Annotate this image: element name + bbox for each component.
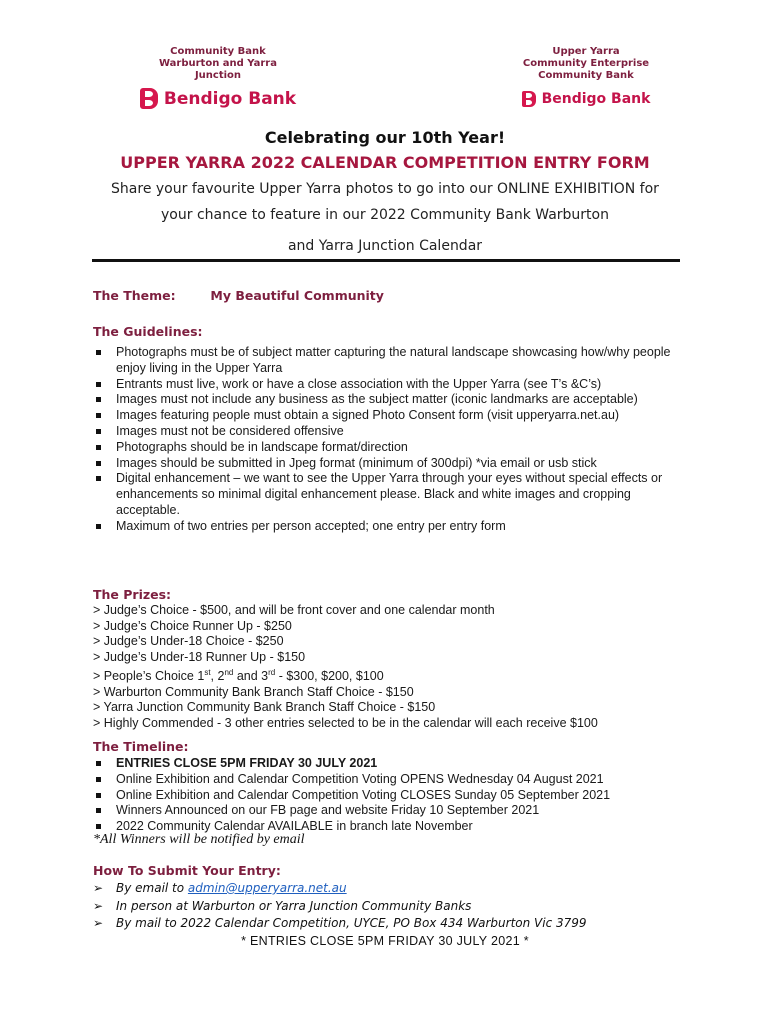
timeline-item: 2022 Community Calendar AVAILABLE in branch late November [93,819,693,835]
timeline-list [93,756,693,835]
prize-item: > Warburton Community Bank Branch Staff Choice - $150 [93,684,414,699]
submit-in-person: ➢ In person at Warburton or Yarra Junction Community Banks [93,898,587,916]
guideline-item: Images should be submitted in Jpeg format (minimum of 300dpi) *via email or usb stick [93,456,693,472]
bendigo-b-icon [140,88,158,109]
guideline-item: Maximum of two entries per person accepted; one entry per entry form [93,519,693,535]
theme-label: The Theme: [93,288,176,303]
prize-item: > Yarra Junction Community Bank Branch Staff Choice - $150 [93,700,436,715]
timeline-item: Online Exhibition and Calendar Competition Voting OPENS Wednesday 04 August 2021 [93,772,693,788]
prizes-list [93,603,693,731]
theme-section [93,288,384,303]
prizes-title: The Prizes: [93,587,172,602]
logo-right-line3: Community Bank [538,70,634,81]
guidelines-list [93,345,693,535]
guideline-item: Photographs must be of subject matter capturing the natural landscape showcasing how/why people enjoy living in the Upper Yarra [93,345,693,377]
community-bank-logo-left [135,46,301,109]
prize-item: > Highly Commended - 3 other entries selected to be in the calendar will each receive $100 [93,715,598,730]
logo-left-bank-name: Bendigo Bank [163,88,297,109]
celebrating-heading: Celebrating our 10th Year! [264,128,506,147]
logo-right-bank-name: Bendigo Bank [541,91,651,107]
arrow-bullet-icon: ➢ [93,898,104,913]
closing-note: * ENTRIES CLOSE 5PM FRIDAY 30 JULY 2021 * [241,934,529,948]
guideline-item: Images must not include any business as the subject matter (iconic landmarks are acceptable) [93,392,693,408]
form-title: UPPER YARRA 2022 CALENDAR COMPETITION ENTRY FORM [120,153,650,172]
winners-note: *All Winners will be notified by email [93,832,305,847]
prize-item: > Judge’s Choice - $500, and will be front cover and one calendar month [93,603,495,617]
guideline-item: Images must not be considered offensive [93,424,693,440]
timeline-entries-close: ENTRIES CLOSE 5PM FRIDAY 30 JULY 2021 [93,756,693,772]
submit-by-mail: ➢ By mail to 2022 Calendar Competition, UYCE, PO Box 434 Warburton Vic 3799 [93,915,587,933]
guideline-item: Photographs should be in landscape format/direction [93,440,693,456]
submit-by-email: ➢ By email to admin@upperyarra.net.au [93,880,587,898]
arrow-bullet-icon: ➢ [93,881,104,895]
timeline-item: Online Exhibition and Calendar Competition Voting CLOSES Sunday 05 September 2021 [93,788,693,804]
guideline-item: Entrants must live, work or have a close association with the Upper Yarra (see T’s &C’s) [93,377,693,393]
arrow-bullet-icon: ➢ [93,916,104,930]
email-link[interactable]: admin@upperyarra.net.au [187,881,347,895]
logo-right-line2: Community Enterprise [522,58,650,69]
guideline-item: Digital enhancement – we want to see the Upper Yarra through your eyes without special effects or enhancements so minimal digital enhancement please. Black and white images and cropping acceptable. [93,471,693,518]
timeline-item: Winners Announced on our FB page and website Friday 10 September 2021 [93,803,693,819]
prize-item: > Judge’s Under-18 Runner Up - $150 [93,649,306,664]
prize-item-peoples-choice: > People’s Choice 1st, 2nd and 3rd - $300, $200, $100 [93,668,384,684]
logo-right-line1: Upper Yarra [552,46,620,57]
submit-title: How To Submit Your Entry: [93,863,281,878]
logo-left-line2: Warburton and Yarra Junction [158,58,277,81]
intro-line-2: your chance to feature in our 2022 Community Bank Warburton [161,207,609,223]
intro-line-3: and Yarra Junction Calendar [287,238,483,254]
bendigo-b-icon [522,91,536,107]
submit-list [93,880,587,933]
community-bank-logo-right [520,46,652,107]
intro-line-1: Share your favourite Upper Yarra photos to go into our ONLINE EXHIBITION for [111,181,659,197]
logo-left-line1: Community Bank [170,46,266,57]
guideline-item: Images featuring people must obtain a signed Photo Consent form (visit upperyarra.net.au) [93,408,693,424]
header-divider [92,259,680,262]
prize-item: > Judge’s Choice Runner Up - $250 [93,618,292,633]
guidelines-title: The Guidelines: [93,324,203,339]
prize-item: > Judge’s Under-18 Choice - $250 [93,634,284,648]
timeline-title: The Timeline: [93,739,189,754]
theme-value: My Beautiful Community [210,288,384,303]
